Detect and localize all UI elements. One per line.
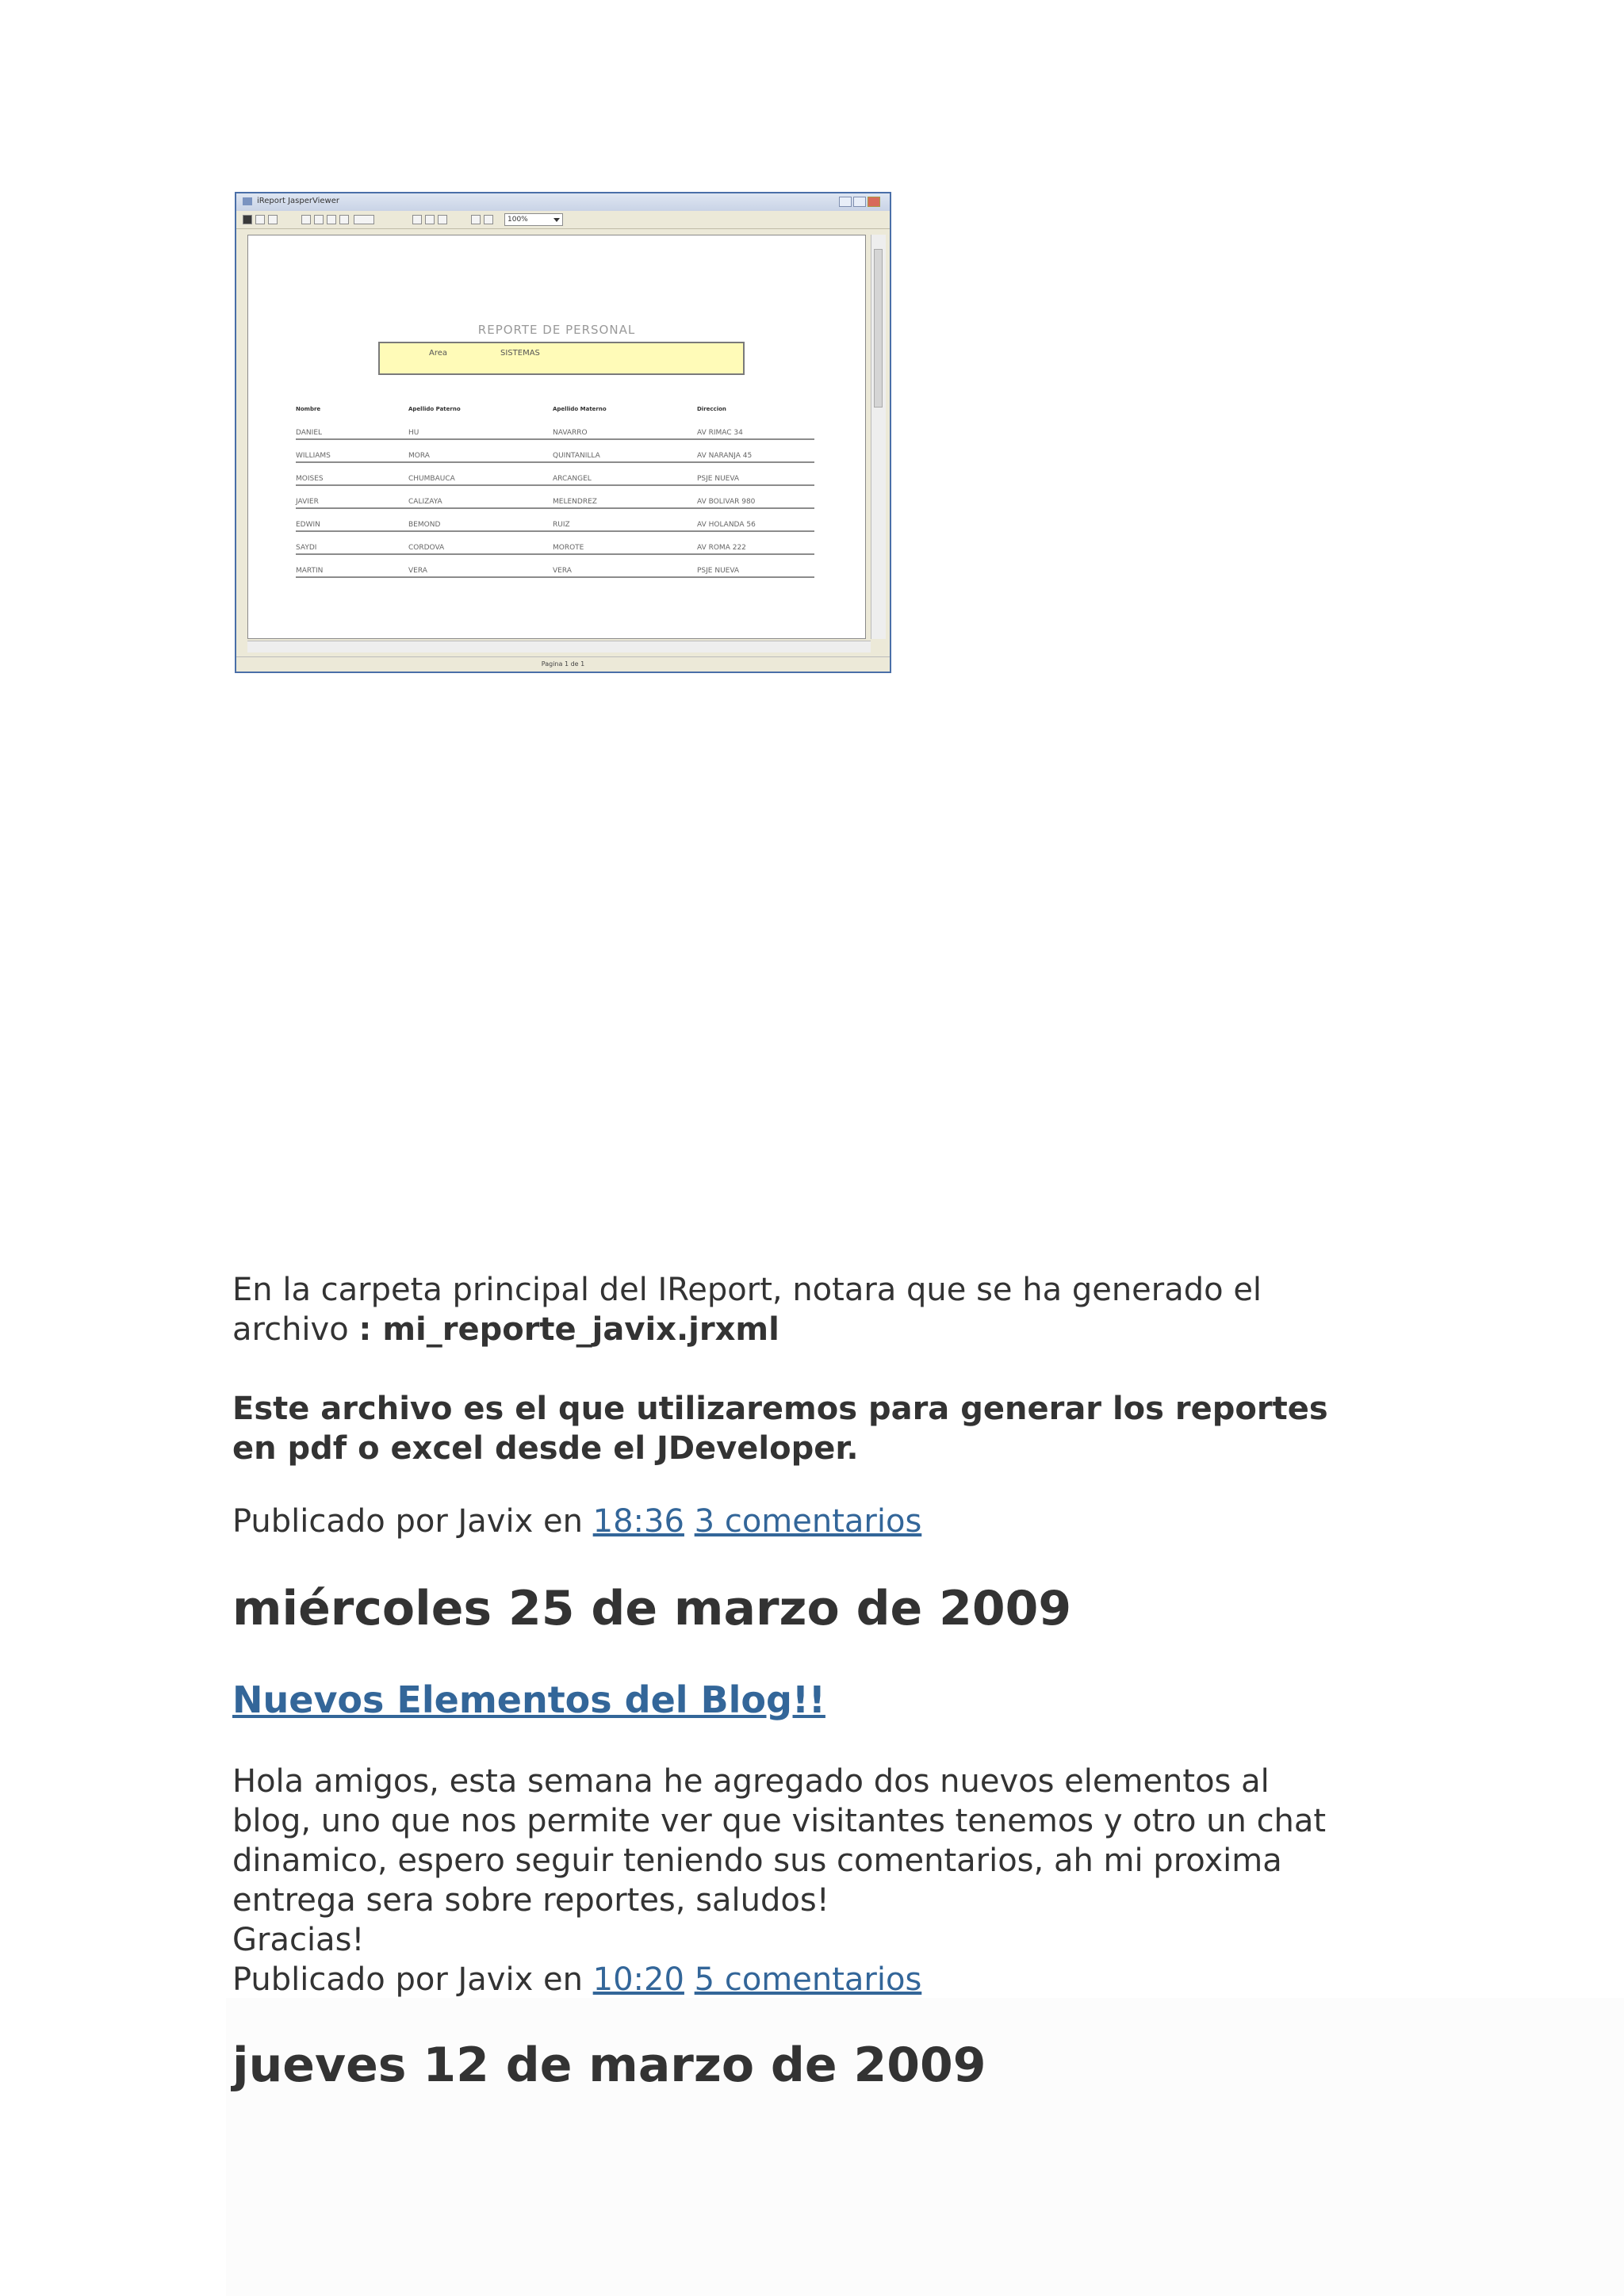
post2-footer bbox=[232, 1960, 1422, 1999]
table-cell: CORDOVA bbox=[408, 531, 553, 554]
minimize-icon[interactable] bbox=[839, 197, 852, 207]
post1-comments-link[interactable]: 3 comentarios bbox=[694, 1503, 922, 1540]
table-cell: ARCANGEL bbox=[553, 462, 697, 485]
table-cell: DANIEL bbox=[296, 417, 408, 439]
post1-paragraph bbox=[232, 1270, 1422, 1349]
report-table bbox=[296, 406, 814, 578]
table-cell: BEMOND bbox=[408, 508, 553, 531]
report-area-box bbox=[378, 342, 745, 375]
report-page bbox=[247, 235, 866, 639]
table-cell: MOISES bbox=[296, 462, 408, 485]
post2-title-link[interactable]: Nuevos Elementos del Blog!! bbox=[232, 1678, 825, 1721]
area-label: Area bbox=[429, 349, 448, 358]
table-cell: SAYDI bbox=[296, 531, 408, 554]
table-row bbox=[296, 485, 814, 508]
prev-page-icon[interactable] bbox=[314, 215, 324, 224]
scrollbar-thumb[interactable] bbox=[874, 249, 883, 408]
post2-line: dinamico, espero seguir teniendo sus comentarios, ah mi proxima bbox=[232, 1843, 1282, 1879]
last-page-icon[interactable] bbox=[339, 215, 349, 224]
table-cell: HU bbox=[408, 417, 553, 439]
page-number-input[interactable] bbox=[354, 215, 374, 224]
column-header: Direccion bbox=[697, 406, 726, 412]
table-cell: PSJE NUEVA bbox=[697, 462, 814, 485]
post1-line2-prefix: archivo bbox=[232, 1311, 359, 1348]
post2-body bbox=[232, 1762, 1422, 1999]
column-header: Apellido Materno bbox=[553, 406, 607, 412]
table-cell: MORA bbox=[408, 439, 553, 462]
table-cell: JAVIER bbox=[296, 485, 408, 508]
table-row bbox=[296, 417, 814, 439]
zoom-out-icon[interactable] bbox=[484, 215, 493, 224]
table-cell: AV HOLANDA 56 bbox=[697, 508, 814, 531]
post1-line1: En la carpeta principal del IReport, notara que se ha generado el bbox=[232, 1272, 1262, 1308]
post1-filename: : mi_reporte_javix.jrxml bbox=[358, 1311, 779, 1348]
report-title: REPORTE DE PERSONAL bbox=[477, 323, 636, 337]
table-cell: MELENDREZ bbox=[553, 485, 697, 508]
chevron-down-icon bbox=[553, 218, 560, 222]
table-cell: QUINTANILLA bbox=[553, 439, 697, 462]
table-header-row bbox=[296, 406, 814, 417]
actual-size-icon[interactable] bbox=[412, 215, 422, 224]
post1-footer-prefix: Publicado por Javix en bbox=[232, 1503, 593, 1540]
reload-icon[interactable] bbox=[268, 215, 278, 224]
page-status: Pagina 1 de 1 bbox=[236, 656, 890, 672]
post2-time-link[interactable]: 10:20 bbox=[592, 1961, 684, 1998]
vertical-scrollbar[interactable] bbox=[871, 235, 886, 639]
table-cell: MARTIN bbox=[296, 554, 408, 577]
table-cell: CHUMBAUCA bbox=[408, 462, 553, 485]
table-row bbox=[296, 508, 814, 531]
post1-bold-line1: Este archivo es el que utilizaremos para generar los reportes bbox=[232, 1391, 1328, 1427]
table-cell: EDWIN bbox=[296, 508, 408, 531]
table-cell: RUIZ bbox=[553, 508, 697, 531]
table-row bbox=[296, 439, 814, 462]
viewer-toolbar bbox=[236, 211, 890, 229]
window-title: iReport JasperViewer bbox=[257, 197, 339, 205]
horizontal-scrollbar[interactable] bbox=[247, 641, 871, 652]
column-header: Nombre bbox=[296, 406, 321, 412]
post2-line: Gracias! bbox=[232, 1922, 365, 1958]
post2-line: blog, uno que nos permite ver que visitantes tenemos y otro un chat bbox=[232, 1803, 1327, 1839]
next-page-icon[interactable] bbox=[327, 215, 336, 224]
table-cell: VERA bbox=[408, 554, 553, 577]
date-header: miércoles 25 de marzo de 2009 bbox=[232, 1581, 1072, 1636]
post1-time-link[interactable]: 18:36 bbox=[592, 1503, 684, 1540]
save-icon[interactable] bbox=[243, 215, 252, 224]
first-page-icon[interactable] bbox=[301, 215, 311, 224]
zoom-in-icon[interactable] bbox=[471, 215, 481, 224]
fit-page-icon[interactable] bbox=[425, 215, 435, 224]
column-header: Apellido Paterno bbox=[408, 406, 461, 412]
post1-bold-paragraph bbox=[232, 1389, 1422, 1468]
post2-line: Hola amigos, esta semana he agregado dos nuevos elementos al bbox=[232, 1763, 1270, 1800]
table-cell: CALIZAYA bbox=[408, 485, 553, 508]
zoom-select[interactable] bbox=[504, 213, 563, 226]
report-viewer-screenshot bbox=[235, 192, 891, 673]
date-header: jueves 12 de marzo de 2009 bbox=[232, 2038, 986, 2093]
table-cell: WILLIAMS bbox=[296, 439, 408, 462]
table-cell: AV BOLIVAR 980 bbox=[697, 485, 814, 508]
zoom-value: 100% bbox=[508, 216, 528, 224]
post1-line2 bbox=[232, 1310, 1422, 1349]
maximize-icon[interactable] bbox=[853, 197, 866, 207]
close-icon[interactable] bbox=[868, 197, 880, 207]
table-row bbox=[296, 531, 814, 554]
table-cell: AV ROMA 222 bbox=[697, 531, 814, 554]
window-titlebar bbox=[236, 193, 890, 211]
table-cell: NAVARRO bbox=[553, 417, 697, 439]
post2-line: entrega sera sobre reportes, saludos! bbox=[232, 1882, 829, 1919]
post2-footer-prefix: Publicado por Javix en bbox=[232, 1961, 593, 1998]
post1-footer bbox=[232, 1502, 1422, 1541]
table-cell: PSJE NUEVA bbox=[697, 554, 814, 577]
fit-width-icon[interactable] bbox=[438, 215, 447, 224]
table-row bbox=[296, 462, 814, 485]
table-cell: VERA bbox=[553, 554, 697, 577]
post2-comments-link[interactable]: 5 comentarios bbox=[694, 1961, 922, 1998]
app-icon bbox=[243, 197, 252, 205]
print-icon[interactable] bbox=[255, 215, 265, 224]
post1-bold-line2: en pdf o excel desde el JDeveloper. bbox=[232, 1430, 859, 1467]
table-row bbox=[296, 554, 814, 577]
table-cell: MOROTE bbox=[553, 531, 697, 554]
table-cell: AV RIMAC 34 bbox=[697, 417, 814, 439]
table-cell: AV NARANJA 45 bbox=[697, 439, 814, 462]
area-value: SISTEMAS bbox=[500, 349, 540, 358]
